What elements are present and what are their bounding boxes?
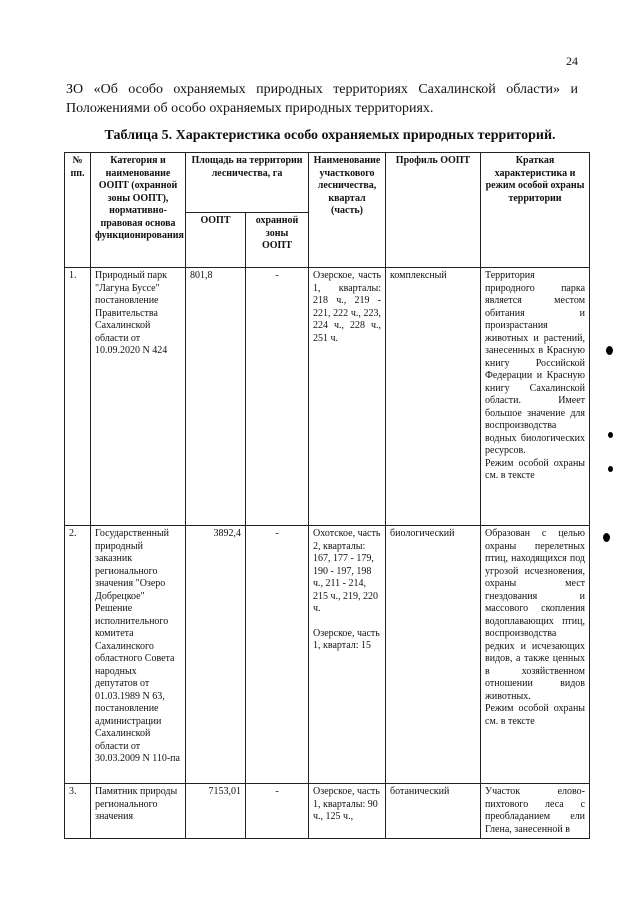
header-area-zone: охранной зоны ООПТ	[246, 213, 309, 268]
cell-area-oopt: 7153,01	[186, 784, 246, 839]
cell-category: Памятник природы регионального значения	[91, 784, 186, 839]
cell-profile: ботанический	[386, 784, 481, 839]
header-regime: Краткая характеристика и режим особой охраны территории	[481, 153, 590, 268]
intro-paragraph: ЗО «Об особо охраняемых природных территориях Сахалинской области» и Положениями об особо охраняемых природных территориях.	[66, 82, 578, 116]
header-forestry: Наименование участкового лесничества, квартал (часть)	[309, 153, 386, 268]
regime-text: Участок елово-пихтового леса с преобладанием ели Глена, занесенной в	[485, 786, 586, 835]
scan-speck	[608, 466, 613, 472]
header-category: Категория и наименование ООПТ (охранной зоны ООПТ), нормативно-правовая основа функционирования	[91, 153, 186, 268]
table-row	[65, 268, 590, 526]
cell-regime	[481, 268, 590, 526]
forestry-text: Охотское, часть 2, кварталы: 167, 177 - 179, 190 - 197, 198 ч., 211 - 214, 215 ч., 219, 220 ч.	[313, 528, 381, 614]
cell-regime	[481, 526, 590, 784]
cell-forestry	[309, 268, 386, 526]
forestry-text: Озерское, часть 1, кварталы: 218 ч., 219 - 221, 222 ч., 223, 224 ч., 228 ч., 251 ч.	[313, 270, 382, 344]
scan-speck	[608, 432, 613, 438]
cell-category: Государственный природный заказник регионального значения "Озеро Добрецкое" Решение исполнительного комитета Сахалинского областного Совета народных депутатов от 01.03.1989 N 63, постановление администрации Сахалинской области от 30.03.2009 N 110-па	[91, 526, 186, 784]
cell-area-zone: -	[246, 784, 309, 839]
page-number: 24	[566, 54, 578, 68]
header-num: № пп.	[65, 153, 91, 268]
cell-area-zone: -	[246, 526, 309, 784]
header-area-oopt: ООПТ	[186, 213, 246, 268]
cell-num: 1.	[65, 268, 91, 526]
scan-speck	[603, 533, 610, 542]
forestry-extra: Озерское, часть 1, квартал: 15	[313, 627, 380, 651]
regime-note: Режим особой охраны см. в тексте	[485, 703, 586, 727]
cell-category: Природный парк "Лагуна Буссе" постановление Правительства Сахалинской области от 10.09.2020 N 424	[91, 268, 186, 526]
cell-num: 2.	[65, 526, 91, 784]
cell-area-oopt: 801,8	[186, 268, 246, 526]
table-row	[65, 784, 590, 839]
cell-regime	[481, 784, 590, 839]
table-row	[65, 526, 590, 784]
header-area-group: Площадь на территории лесничества, га	[186, 153, 309, 213]
cell-profile: биологический	[386, 526, 481, 784]
regime-text: Территория природного парка является местом обитания и произрастания животных и растений, занесенных в Красную книгу Российской Федерации и Красную книгу Сахалинской области. Имеет большое значение для воспроизводства водных биологических ресурсов.	[485, 270, 586, 456]
header-profile: Профиль ООПТ	[386, 153, 481, 268]
cell-num: 3.	[65, 784, 91, 839]
cell-profile: комплексный	[386, 268, 481, 526]
regime-text: Образован с целью охраны перелетных птиц, находящихся под угрозой исчезновения, охраны мест гнездования и массового скопления водоплавающих птиц, воспроизводства редких и исчезающих видов, а также ценных в хозяйственном отношении видов животных.	[485, 528, 586, 702]
table-caption: Таблица 5. Характеристика особо охраняемых природных территорий.	[104, 128, 556, 143]
scan-speck	[606, 346, 613, 355]
cell-forestry	[309, 784, 386, 839]
oopt-table	[64, 152, 590, 839]
cell-forestry	[309, 526, 386, 784]
cell-area-oopt: 3892,4	[186, 526, 246, 784]
forestry-text: Озерское, часть 1, кварталы: 90 ч., 125 ч.,	[313, 786, 380, 822]
regime-note: Режим особой охраны см. в тексте	[485, 457, 586, 481]
cell-area-zone: -	[246, 268, 309, 526]
header-row	[65, 153, 590, 213]
